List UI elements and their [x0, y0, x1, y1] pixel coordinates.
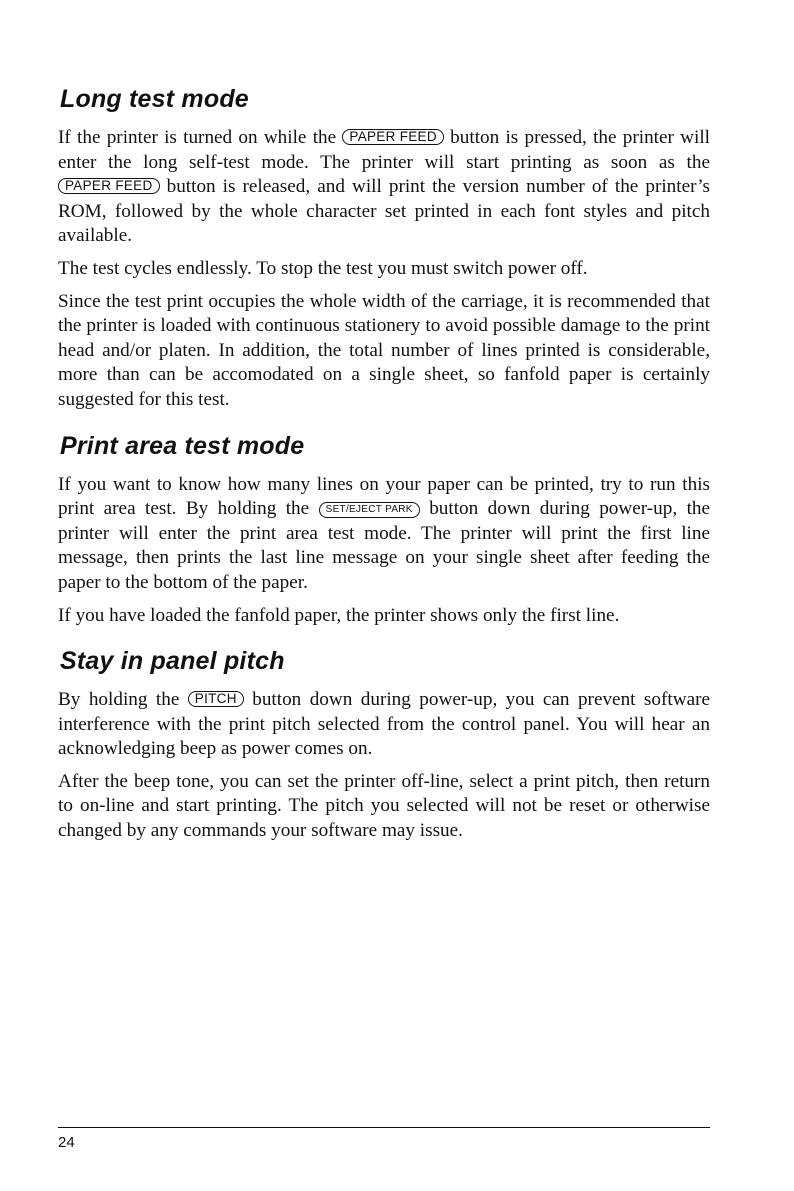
- text-run: button is pressed, the printer will enter the long self-test mode. The printer will start printing as soon as the: [58, 127, 710, 173]
- paragraph: Since the test print occupies the whole width of the carriage, it is recommended that the printer is loaded with continuous stationery to avoid possible damage to the print head and/or platen. In addition, the total number of lines printed is considerable, more than can be accomodated on a single sheet, so fanfold paper is certainly suggested for this test.: [58, 290, 710, 410]
- paragraph: [58, 688, 710, 762]
- paragraph: If you have loaded the fanfold paper, the printer shows only the first line.: [58, 604, 620, 626]
- section-heading: Stay in panel pitch: [60, 647, 285, 676]
- page-content: [58, 82, 710, 852]
- text-run: If you want to know how many lines on your paper can be printed, try to run this print area test. By holding the: [58, 473, 710, 520]
- text-run: button is released, and will print the version number of the printer’s ROM, followed by the whole character set printed in each font styles and pitch available.: [58, 176, 711, 247]
- section-stay-in-panel-pitch: [58, 644, 710, 844]
- section-print-area-test-mode: [58, 429, 710, 629]
- set-eject-park-key-icon: SET/EJECT PARK: [319, 502, 420, 518]
- text-run: button down during power-up, the printer will enter the print area test mode. The printer will print the first line message, then prints the last line message on your single sheet after feeding the paper to the bottom of the paper.: [58, 498, 711, 593]
- section-heading: Long test mode: [60, 85, 249, 113]
- section-long-test-mode: [58, 82, 710, 413]
- text-run: By holding the: [58, 689, 180, 711]
- section-heading: Print area test mode: [60, 431, 305, 460]
- page-number: 24: [58, 1134, 75, 1151]
- text-run: If the printer is turned on while the: [58, 127, 337, 148]
- paper-feed-key-icon: PAPER FEED: [342, 129, 444, 145]
- paragraph: The test cycles endlessly. To stop the test you must switch power off.: [58, 257, 588, 279]
- text-run: button down during power-up, you can prevent software interference with the print pitch selected from the control panel. You will hear an acknowledging beep as power comes on.: [58, 689, 710, 760]
- paper-feed-key-icon: PAPER FEED: [58, 178, 160, 194]
- pitch-key-icon: PITCH: [188, 691, 244, 707]
- footer-divider: [58, 1127, 710, 1128]
- paragraph: [58, 126, 710, 249]
- paragraph: After the beep tone, you can set the printer off-line, select a print pitch, then return to on-line and start printing. The pitch you selected will not be reset or otherwise changed by any commands your software may issue.: [58, 770, 710, 842]
- paragraph: [58, 473, 710, 596]
